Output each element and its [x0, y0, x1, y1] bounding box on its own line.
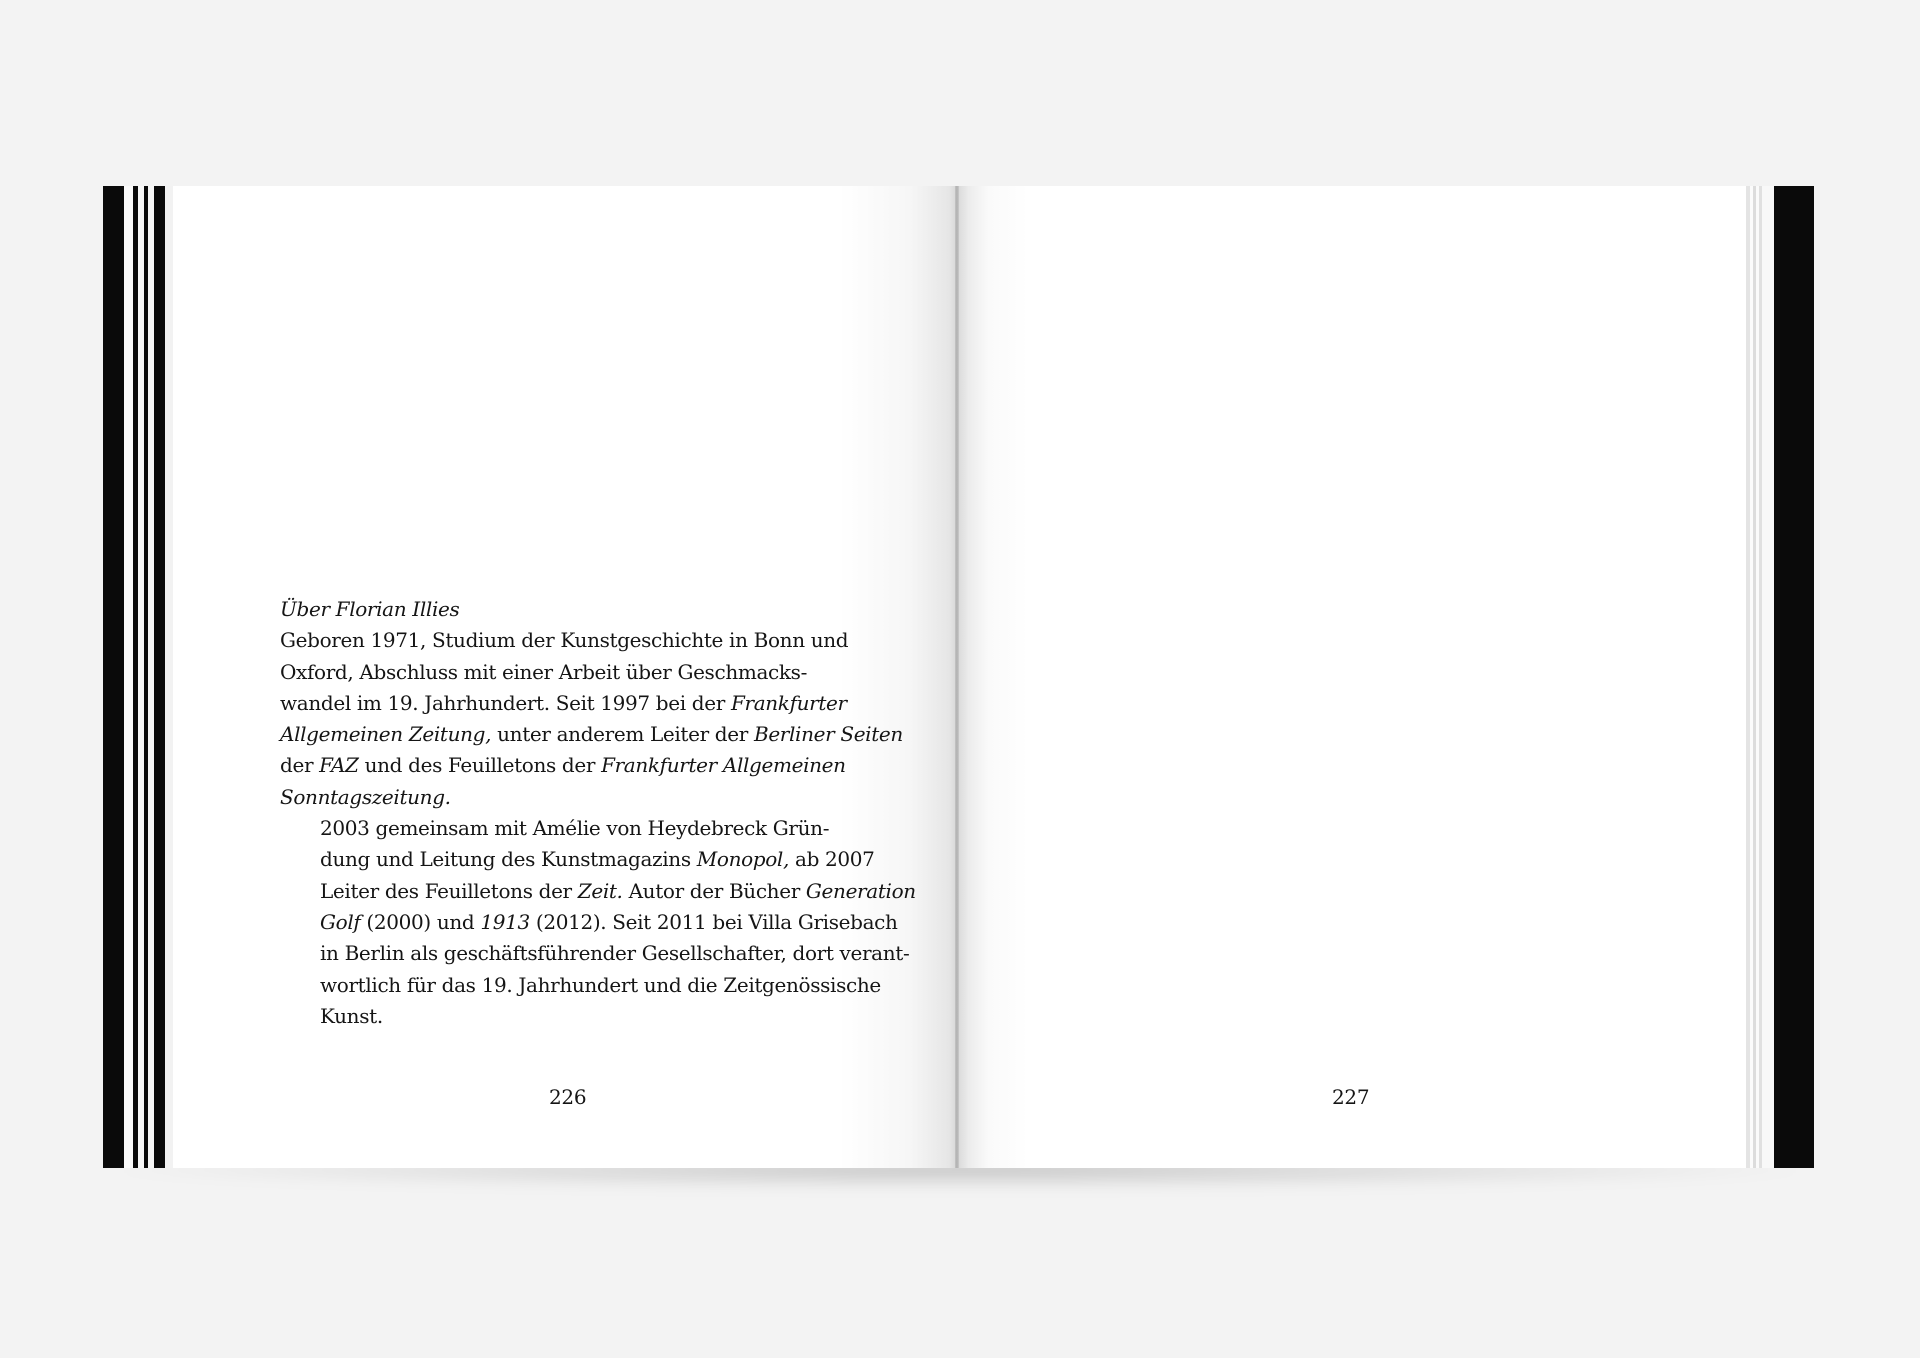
text-run: 1913: [480, 909, 530, 934]
text-run: ab 2007: [789, 847, 875, 872]
text-run: Frankfurter: [730, 690, 847, 715]
text-run: Zeit.: [577, 878, 623, 903]
text-line: [280, 876, 916, 907]
text-run: Kunst.: [320, 1003, 383, 1028]
text-run: (2000) und: [360, 909, 481, 934]
text-run: Berliner Seiten: [753, 722, 903, 747]
text-run: und des Feuilletons der: [358, 753, 602, 778]
text-run: Frankfurter Allgemeinen: [601, 753, 846, 778]
text-run: dung und Leitung des Kunstmagazins: [320, 847, 697, 872]
author-bio: [280, 594, 916, 1032]
text-run: wandel im 19. Jahrhundert. Seit 1997 bei der: [280, 690, 731, 715]
text-run: Monopol,: [696, 847, 789, 872]
text-run: Oxford, Abschluss mit einer Arbeit über Geschmacks-: [280, 659, 807, 684]
text-line: [280, 719, 903, 750]
bio-paragraph-2: [280, 813, 916, 1032]
left-page-edge-stripe: [154, 186, 165, 1168]
right-page: [957, 186, 1746, 1168]
left-page-edge-stripe: [124, 186, 133, 1168]
text-line: [280, 938, 910, 969]
text-run: Allgemeinen Zeitung,: [280, 722, 492, 747]
text-line: [280, 970, 881, 1001]
text-line: [280, 907, 898, 938]
text-line: [280, 657, 860, 688]
text-run: unter anderem Leiter der: [491, 722, 754, 747]
text-line: [280, 625, 860, 656]
right-page-edge-stripe: [1774, 186, 1814, 1168]
text-run: FAZ: [319, 753, 359, 778]
text-run: Golf: [320, 909, 361, 934]
text-line: [280, 844, 875, 875]
text-line: [280, 782, 860, 813]
text-line: [280, 813, 860, 844]
bio-paragraph-1: [280, 625, 903, 813]
left-page-edge-stripe: [165, 186, 173, 1168]
text-run: der: [280, 753, 320, 778]
page-number-left: 226: [549, 1085, 587, 1109]
text-run: in Berlin als geschäftsführender Gesellschafter, dort verant-: [320, 941, 910, 966]
text-line: [280, 1001, 860, 1032]
text-line: [280, 688, 860, 719]
text-run: Geboren 1971, Studium der Kunstgeschichte in Bonn und: [280, 628, 849, 653]
text-run: Leiter des Feuilletons der: [320, 878, 578, 903]
bio-heading: Über Florian Illies: [280, 597, 460, 621]
text-run: Generation: [805, 878, 916, 903]
text-run: Sonntagszeitung.: [280, 784, 451, 809]
text-line: [280, 750, 860, 781]
right-page-edge-stripe: [1762, 186, 1774, 1168]
text-run: 2003 gemeinsam mit Amélie von Heydebreck Grün-: [320, 816, 830, 841]
left-page-edge-stripe: [103, 186, 124, 1168]
page-number-right: 227: [1332, 1085, 1370, 1109]
text-run: (2012). Seit 2011 bei Villa Grisebach: [529, 909, 898, 934]
book-gutter: [955, 186, 959, 1168]
text-run: wortlich für das 19. Jahrhundert und die Zeitgenössische: [320, 972, 881, 997]
text-run: Autor der Bücher: [622, 878, 806, 903]
